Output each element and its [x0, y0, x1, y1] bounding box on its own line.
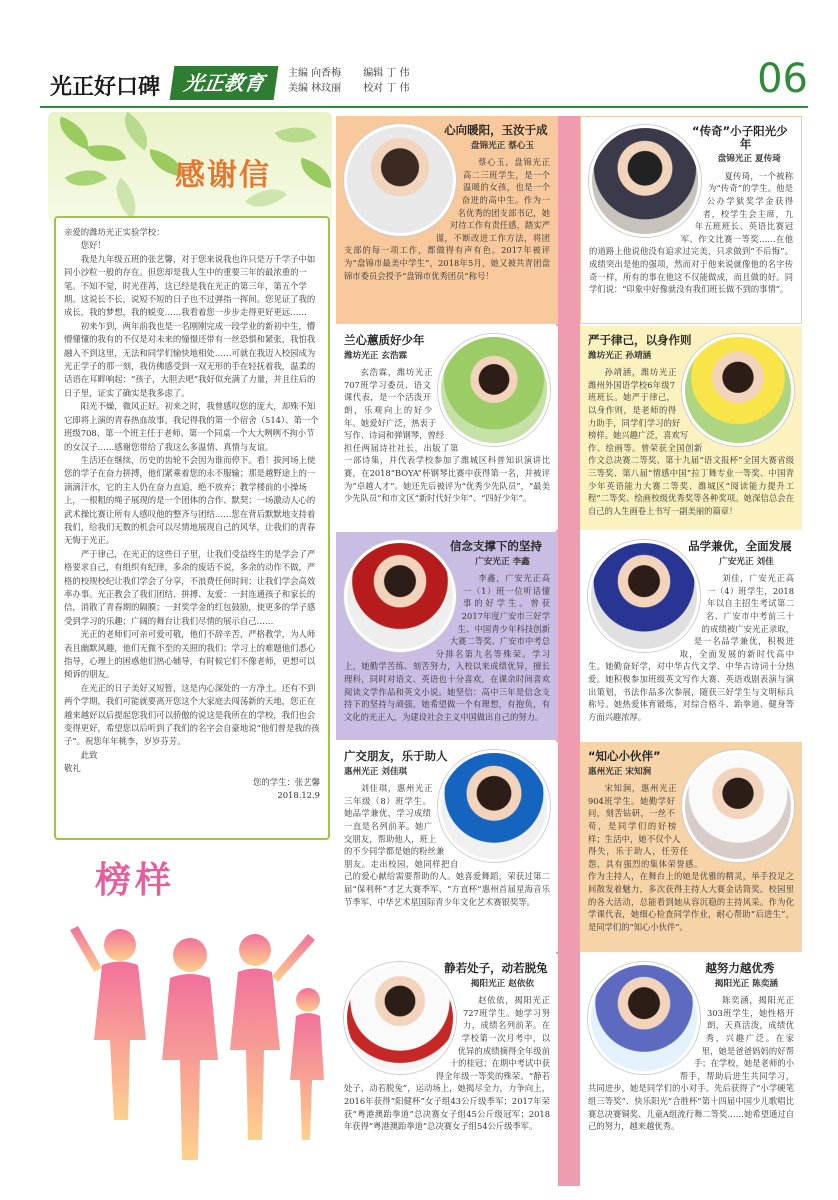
card-title: 静若处子，动若脱兔 — [444, 961, 548, 975]
silhouettes-illustration — [50, 890, 340, 1190]
credit-chief-editor: 主编 向香梅 — [288, 68, 342, 79]
profile-card — [336, 742, 558, 952]
card-subtitle: 盘锦光正 蔡心玉 — [470, 140, 535, 151]
decorative-ribbon — [556, 116, 580, 1186]
editorial-credits — [288, 66, 410, 96]
card-title: 品学兼优，全面发展 — [688, 539, 792, 553]
student-photo — [588, 962, 700, 1074]
credit-art-editor: 美编 林玟丽 — [288, 83, 342, 94]
student-photo — [438, 334, 550, 446]
letter-paragraph: 生活还在继续，历史的齿轮不会因为谁而停下。看！拔河场上使您的学子在奋力拼搏，他们紧乘着您的永不服输；那是越野途上的一滴滴汗水，它的主人仍在奋力直追，绝不放弃；教学楼前的小操场上，一根粗的绳子展现的是一个团体的合作、默契；一场激动人心的武术操比赛让所有人感叹他的整齐与团结……您在背后默默地支持着我们，给我们无数的机会可以尽情地展现自己的风华，让我们的青春无悔于光正。 — [64, 454, 316, 546]
student-photo — [344, 962, 456, 1074]
role-model-heading: 榜样 — [95, 859, 176, 901]
card-body: 玄浩霖，潍坊光正707班学习委员、语文课代表，是一个活泼开朗，乐观向上的好少年。她爱好广泛，热衷于写作、诗词和弹钢琴，曾经担任两届诗社社长，出版了第一部诗集，并代表学校参加了潍城区科普知识演讲比赛，在2018“BOYA”杯钢琴比赛中获得第一名，并被评为“卓越人才”。她还先后被评为“优秀少先队员”，“最美少先队员”和市文区“新时代好少年”、“四好少年”。 — [344, 367, 550, 504]
profile-card — [336, 326, 558, 530]
letter-paragraph: 初来乍到，两年前我也是一名刚刚完成一段学业的新初中生，懵懵懂懂的我有的不仅是对未来的憧憬还带有一丝恐惧和紧张，我怕我融入不到这里，无法和同学们愉快地相处……可就在我迈入校园成为光正学子的那一刻，我仿佛感受到一双无形的手在轻抚着我，温柔的话语在耳畔响起：“孩子，大胆去吧”我好似充满了力量，并且往后的日子里，证实了确实是我多虑了。 — [64, 320, 316, 398]
card-subtitle: 盘锦光正 夏传琦 — [717, 154, 781, 165]
card-title: 严于律己，以身作则 — [588, 333, 692, 347]
student-photo — [589, 125, 701, 237]
card-subtitle: 广安光正 刘佳 — [719, 556, 774, 567]
credit-proofreader: 校对 丁 伟 — [363, 83, 410, 94]
card-body: 陈奕涵，揭阳光正303班学生，她性格开朗，天真活泼，成绩优秀，兴趣广泛。在家里，她是爸爸妈妈的好帮手；在学校，她是老师的小帮手，帮助后进生共同学习，共同进步，她是同学们的小对手。先后获得了“小学硬笔组三等奖”、快乐阳光“合胜杯”第十四届中国少儿歌唱比赛总决赛铜奖、儿童A组流行舞二等奖……她希望通过自己的努力，越来越优秀。 — [588, 995, 794, 1132]
student-photo — [682, 334, 794, 446]
card-body: 李鑫，广安光正高一（1）班一位听话懂事的好学生。曾获2017年度广安市三好学生、中国青少年科技创新大赛二等奖、广安市中考总分排名第九名等殊荣。学习上，她勤学苦练、刻苦努力，入校以来成绩优异，擅长理科，同时对语文、英语也十分喜欢，在课余时间喜欢阅读文学作品和英文小说。她坚信：高中三年是信念支持下的坚持与顽强，她希望做一个有理想，有抱负，有文化的光正人，为建设社会主义中国做出自己的努力。 — [344, 573, 550, 722]
card-body: 赵依依，揭阳光正727班学生。她学习努力，成绩名列前茅。在学校第一次月考中，以优异的成绩摘得全年级前十的桂冠；在期中考试中获得全年级一等奖的殊荣。“静若处子，动若脱兔”，运动场上，她揭尽全力，力争向上，2016年获得“阳健杯”女子组43公斤级季军；2017年荣获“粤港澳跆拳道”总决赛女子组45公斤级冠军；2018年获得“粤港澳跆拳道”总决赛女子组54公斤级季军。 — [344, 995, 550, 1132]
card-title: 越努力越优秀 — [705, 961, 775, 975]
letter-closing: 敬礼 — [64, 763, 81, 774]
header-divider — [40, 106, 808, 108]
card-subtitle: 潍坊光正 孙靖涵 — [588, 350, 652, 361]
card-title: 兰心蕙质好少年 — [344, 333, 425, 347]
brand-logo: 光正教育 — [170, 66, 279, 100]
profile-card — [336, 954, 558, 1186]
card-title: “传奇”小子阳光少年 — [692, 124, 788, 151]
card-subtitle: 广安光正 李鑫 — [475, 556, 530, 567]
profile-card — [580, 116, 802, 324]
card-title: 广交朋友，乐于助人 — [344, 749, 448, 763]
section-title: 光正好口碑 — [50, 75, 161, 100]
profile-card — [580, 532, 802, 740]
student-photo — [438, 750, 550, 862]
letter-paragraph: 阳光不燥，微风正好。初来之时，我曾感叹您的庞大，却殊不知它即将上演的青春热血故事。我记得我的第一个宿舍（514）、第一个班级708、第一个班主任于老师、第一个同桌一个大大咧咧不拘小节的女汉子……感谢您带给了我这么多温情、真情与友谊。 — [64, 401, 319, 452]
letter-title: 感谢信 — [175, 158, 271, 193]
student-photo — [588, 540, 700, 652]
credit-editor: 编辑 丁 伟 — [363, 68, 410, 79]
card-title: 信念支撑下的坚持 — [449, 539, 542, 553]
student-photo — [344, 540, 456, 652]
card-subtitle: 揭阳光正 赵依依 — [470, 978, 535, 989]
profile-card — [580, 326, 802, 530]
letter-paragraph: 严于律己，在光正的这些日子里，让我们受益终生的是学会了严格要求自己，有组织有纪律，多余的废话不说，多余的动作不做，严格的校规校纪让我们学会了分享，不浪费任何时间；让我们学会高效率办事。光正教会了我们团结、拼搏、友爱：一封连通孩子和家长的信，消散了青春期的隔膜；一封奖学金的红包鼓励，使更多的学子感受到学习的乐趣；广阔的舞台让我们尽情的展示自己…… — [64, 548, 316, 626]
letter-paragraph: 光正的老师们可亲可爱可敬，他们不辞辛苦，严格教学，为人师表且幽默风趣，他们无微不至的关照的我们；学习上的难题他们悉心指导，心理上的困惑他们热心辅导，有时候它们不像老师，更想可以倾诉的朋友。 — [64, 629, 316, 680]
letter-salutation: 亲爱的潍坊光正实验学校： — [64, 227, 165, 237]
card-subtitle: 惠州光正 刘佳琪 — [344, 766, 408, 777]
card-body: 刘佳琪，惠州光正三年级（8）班学生。她品学兼优，学习成绩一直是名列前茅。她广交朋友，帮助他人，班上的不少同学都是她的粉丝兼朋友。走出校园，她同样把自己的爱心献给需要帮助的人。她喜爱舞蹈，荣获过第二届“保利杯”才艺大赛季军、“方直杯”惠州首届星海音乐节季军、中华艺术星国际青少年文化艺术赛银奖等。 — [344, 783, 550, 907]
card-subtitle: 揭阳光正 陈奕涵 — [714, 978, 779, 989]
card-subtitle: 潍坊光正 玄浩霖 — [344, 350, 408, 361]
card-body: 宋知涧，惠州光正904班学生。她勤学好问，刻苦钻研，一丝不苟，是同学们的好榜样；生活中，她不仅个人得失，乐于助人，任劳任怨，具有强烈的集体荣誉感。作为主持人，在舞台上的她是优雅的精灵，举手投足之间散发着魅力，多次获得主持人大赛金话筒奖。校园里的各大活动，总能看到她从容沉稳的主持风采。作为化学课代表，她细心检查同学作业，耐心帮助“后进生”，是同学们的“知心小伙伴”。 — [588, 783, 794, 932]
thank-you-letter — [54, 216, 330, 840]
letter-greeting: 您好！ — [80, 240, 106, 251]
letter-date: 2018.12.9 — [277, 790, 320, 801]
letter-signature: 您的学生：张艺馨 — [253, 776, 320, 787]
profile-card — [580, 742, 802, 952]
card-body: 夏传琦，一个被称为“传奇”的学生。他是公办学狱奖学金获得者，校学生会主席，九年五班班长、英语比赛冠军、作文比赛一等奖……在他的道路上他说他没有追求过完美，只求做到“不后悔”。成绩突出是他的强项，然而对于他来说就像他的名字传奇一样，所有的事在他这不仅能做成，而且做的好。同学们说：“印象中好像就没有我们班长做不到的事情”。 — [589, 170, 793, 295]
letter-paragraph: 在光正的日子美好又短暂，这是内心深处的一方净土。还有不到两个学期，我们可能就要离开您这个大家庭去闯荡新的天地，您正在越来越好以后提起您我们可以骄傲的说这是我所在的学校，我们也会变得更好，希望您以后听到了我们的名字会自豪地说“他们曾是我的孩子”。祝您年年桃李，岁岁芬芳。 — [64, 682, 320, 747]
card-title: “知心小伙伴” — [588, 749, 661, 763]
profile-card — [580, 954, 802, 1186]
letter-paragraph: 此致 — [80, 749, 98, 760]
card-body: 蔡心玉，盘锦光正高二三班学生，是一个温暖的女孩，也是一个奋进的高中生。作为一名优秀的团支部书记，她对待工作有责任感，踏实严谨，不断改进工作方法，将团支部的每一项工作，都做得有声有色。2017年被评为“盘锦市最美中学生”，2018年5月，她又被共青团盘锦市委员会授予“盘锦市优秀团员”称号！ — [344, 157, 550, 281]
letter-paragraph: 我是九年级五班的张艺馨，对于您来说我也许只是万千学子中如同小沙粒一般的存在。但您却是我人生中的重要三年的最浓重的一笔。不知不觉，时光荏苒，这已经是我在光正的第三年，第五个学期。这说长不长，说短不短的日子也不过弹指一挥间。您见证了我的成长，我的梦想，我的蜕变……我看着您一步步走得更好更远…… — [64, 253, 316, 318]
page-number: 06 — [757, 56, 808, 102]
card-subtitle: 惠州光正 宋知涧 — [588, 766, 652, 777]
student-photo — [344, 124, 456, 236]
profile-card — [336, 532, 558, 740]
card-title: 心向暖阳，玉汝于成 — [444, 123, 548, 137]
card-body: 孙靖涵，潍坊光正潍州外国语学校6年级7班班长。她严于律己，以身作则，是老师的得力助手，同学们学习的好榜样。她兴趣广泛，喜欢写作、绘画等。曾荣获全国创新作文总决赛二等奖、第十九届“语文报杯”全国大赛省级三等奖、第八届“情感中国”拉丁舞专业一等奖、中国青少年英语能力大赛二等奖、潍城区“阅读能力提升工程”二等奖、绘画校级优秀奖等各种奖项。她深信总会在自己的人生画卷上书写一副美丽的篇章！ — [588, 367, 794, 516]
student-photo — [682, 750, 794, 862]
profile-card — [336, 116, 558, 324]
card-body: 刘佳，广安光正高一（4）班学生，2018年以自主招生考试第二名、广安市中考前三十的成绩被广安光正录取，是一名品学兼优，积极进取，全面发展的新时代高中生。她勤奋好学，对中华古代文学、中华古诗词十分热爱。她积极参加班级英文写作大赛、英语戏剧表演与演出策划，书法作品多次参展，随获三好学生与文明标兵称号。她热爱体育锻炼，对综合格斗、跆拳道、健身等方面兴趣浓厚。 — [588, 573, 794, 722]
